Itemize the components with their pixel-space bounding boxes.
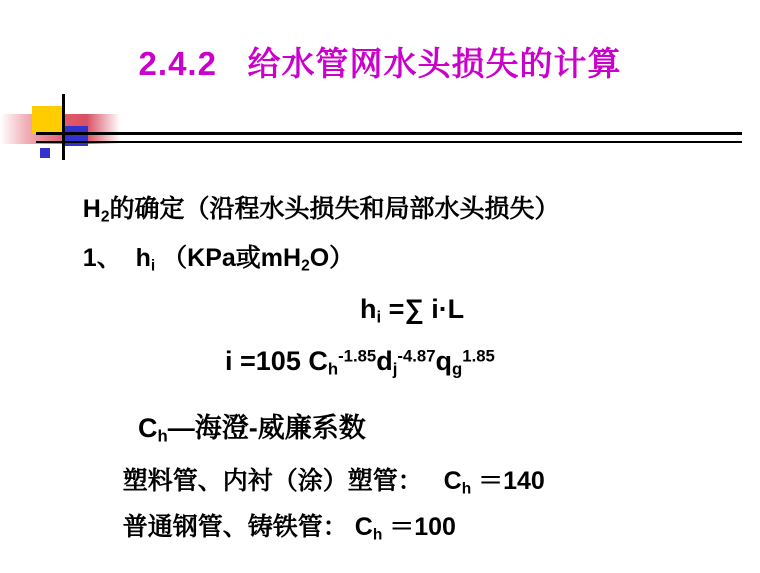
formula-hi-expression: =∑ i·L bbox=[381, 294, 465, 324]
page-title: 2.4.2 给水管网水头损失的计算 bbox=[138, 45, 622, 82]
h2-subscript: 2 bbox=[100, 208, 110, 226]
ch-symbol: C bbox=[138, 413, 158, 443]
hi-item-label: 1、 h bbox=[82, 244, 151, 272]
formula-hi-subscript: i bbox=[376, 307, 382, 327]
decoration-yellow-square bbox=[32, 106, 62, 134]
formula-d-exponent: -4.87 bbox=[397, 346, 436, 366]
hi-units-text-b: O） bbox=[309, 244, 355, 272]
decoration-vertical-rule bbox=[62, 94, 65, 160]
mh2o-subscript: 2 bbox=[301, 257, 310, 275]
steel-ch-subscript: h bbox=[372, 526, 383, 544]
ch-definition-text: —海澄-威廉系数 bbox=[167, 413, 366, 443]
formula-hi-symbol: h bbox=[360, 294, 377, 324]
decoration-horizontal-rule-bottom bbox=[36, 141, 742, 143]
formula-d-subscript: j bbox=[392, 359, 398, 379]
body-line-hi-units bbox=[55, 209, 354, 304]
steel-ch-value: ＝100 bbox=[382, 513, 456, 541]
title-decoration-band bbox=[0, 100, 760, 162]
decoration-blue-square bbox=[62, 126, 88, 146]
formula-ch-subscript: h bbox=[327, 359, 339, 379]
steel-pipe-label: 普通钢管、铸铁管： C bbox=[122, 513, 373, 541]
hi-units-text-a: （KPa或mH bbox=[155, 244, 302, 272]
formula-i-prefix: i =105 C bbox=[225, 346, 328, 376]
decoration-small-blue-square bbox=[40, 148, 50, 158]
hi-subscript: i bbox=[150, 257, 156, 275]
plastic-ch-subscript: h bbox=[461, 480, 472, 498]
plastic-ch-value: ＝140 bbox=[471, 467, 545, 495]
body-line-steel-pipe-value bbox=[95, 478, 456, 573]
formula-d-symbol: d bbox=[376, 346, 393, 376]
decoration-horizontal-rule-top bbox=[36, 132, 742, 135]
h2-definition-text: 的确定（沿程水头损失和局部水头损失） bbox=[109, 195, 560, 223]
formula-q-exponent: 1.85 bbox=[462, 346, 495, 366]
formula-q-subscript: g bbox=[452, 359, 463, 379]
ch-subscript: h bbox=[157, 426, 168, 446]
formula-ch-exponent: -1.85 bbox=[338, 346, 377, 366]
plastic-pipe-label: 塑料管、内衬（涂）塑管： C bbox=[122, 467, 462, 495]
h2-symbol: H bbox=[82, 195, 101, 223]
formula-q-symbol: q bbox=[435, 346, 453, 376]
